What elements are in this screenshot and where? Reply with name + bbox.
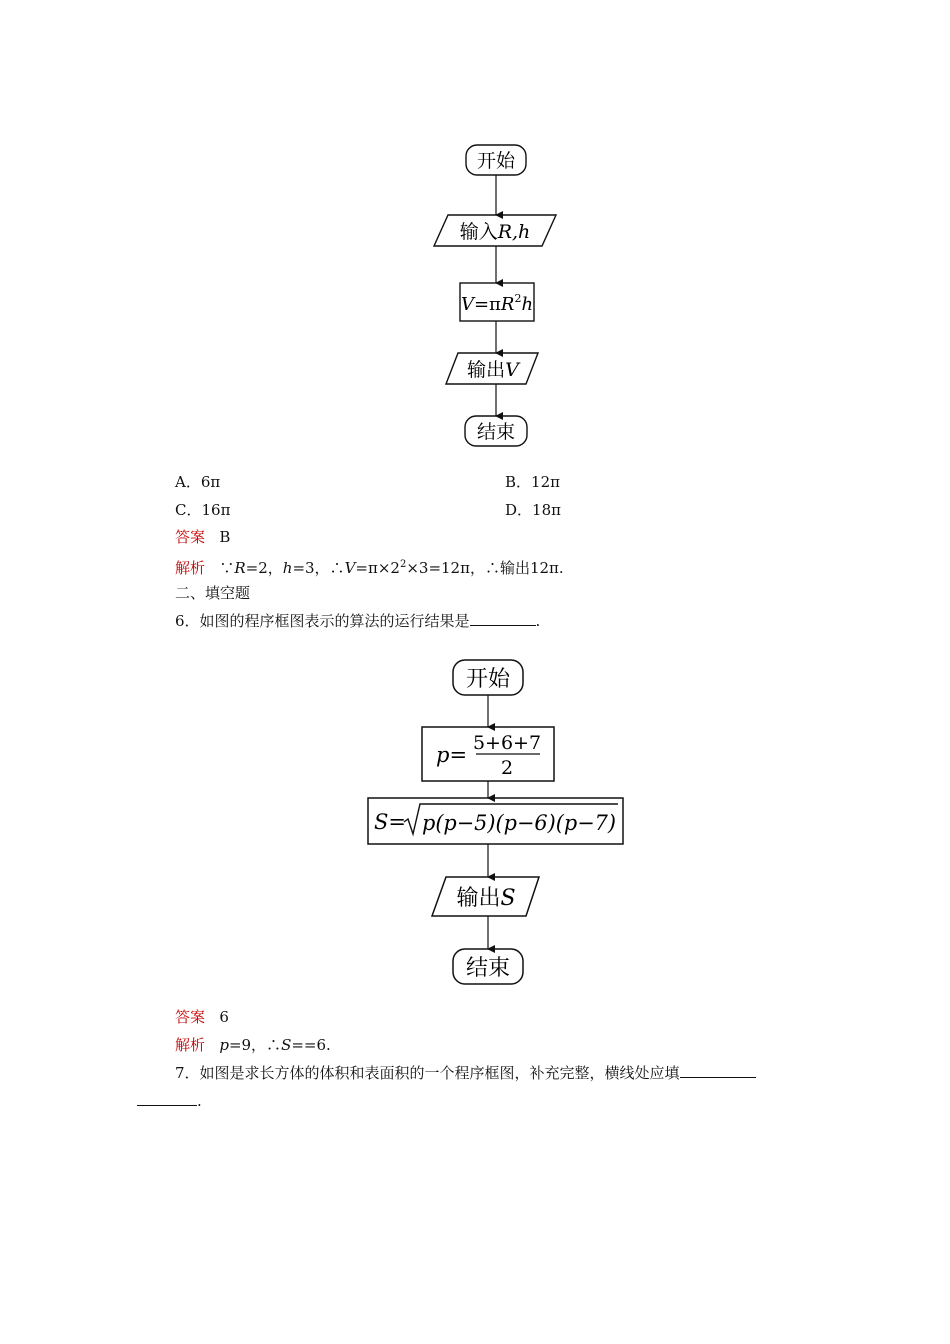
option-c: C．16π [175,501,231,519]
flow2-s-var: S= [374,810,406,834]
flowchart-2 [352,641,636,999]
q5-answer [175,527,230,547]
flow2-p-var: p= [436,743,468,767]
q5-answer-label: 答案 [175,528,206,546]
q6-analysis: 解析 p=9，∴S==6. [175,1036,331,1054]
q6-blank [470,611,536,626]
flow1-end-label: 结束 [476,421,516,443]
flow2-p-numer: 5+6+7 [472,732,542,754]
flow1-process-label: $V=\pi R^2h$ [460,292,534,315]
flow2-p-denom: 2 [500,757,514,779]
flow1-output-label: 输出V [467,359,519,381]
q6-answer-label: 答案 [175,1008,206,1026]
flow2-s-expr: p(p−5)(p−6)(p−7) [422,811,616,835]
q6-question: 6．如图的程序框图表示的算法的运行结果是 . [175,612,541,630]
q7-question: 7．如图是求长方体的体积和表面积的一个程序框图，补充完整，横线处应填 [175,1063,756,1083]
q6-analysis-label: 解析 [175,1036,206,1054]
q5-analysis-label: 解析 [175,559,206,577]
option-b: B．12π [505,473,560,491]
flow1-input-label: 输入R,h [459,221,531,243]
q6-answer [175,1007,229,1027]
flow2-start-label: 开始 [465,667,511,692]
q7-blank-1 [680,1063,756,1078]
flowchart-1 [418,128,574,463]
q7-blank-2 [137,1091,197,1106]
section-title: 二、填空题 [175,584,251,602]
option-a: A．6π [175,473,221,491]
flow1-start-label: 开始 [476,150,516,172]
option-d: D．18π [505,501,561,519]
q5-analysis: 解析 ∵R=2，h=3，$\therefore V=\pi\times 2^2\times 3=12\pi$，∴输出12π. [175,559,564,577]
flow2-end-label: 结束 [465,956,511,981]
flow2-output-label: 输出S [456,886,516,911]
q7-question-cont: . [137,1091,202,1111]
q5-answer-value: B [219,528,231,546]
q6-answer-value: 6 [219,1008,229,1026]
